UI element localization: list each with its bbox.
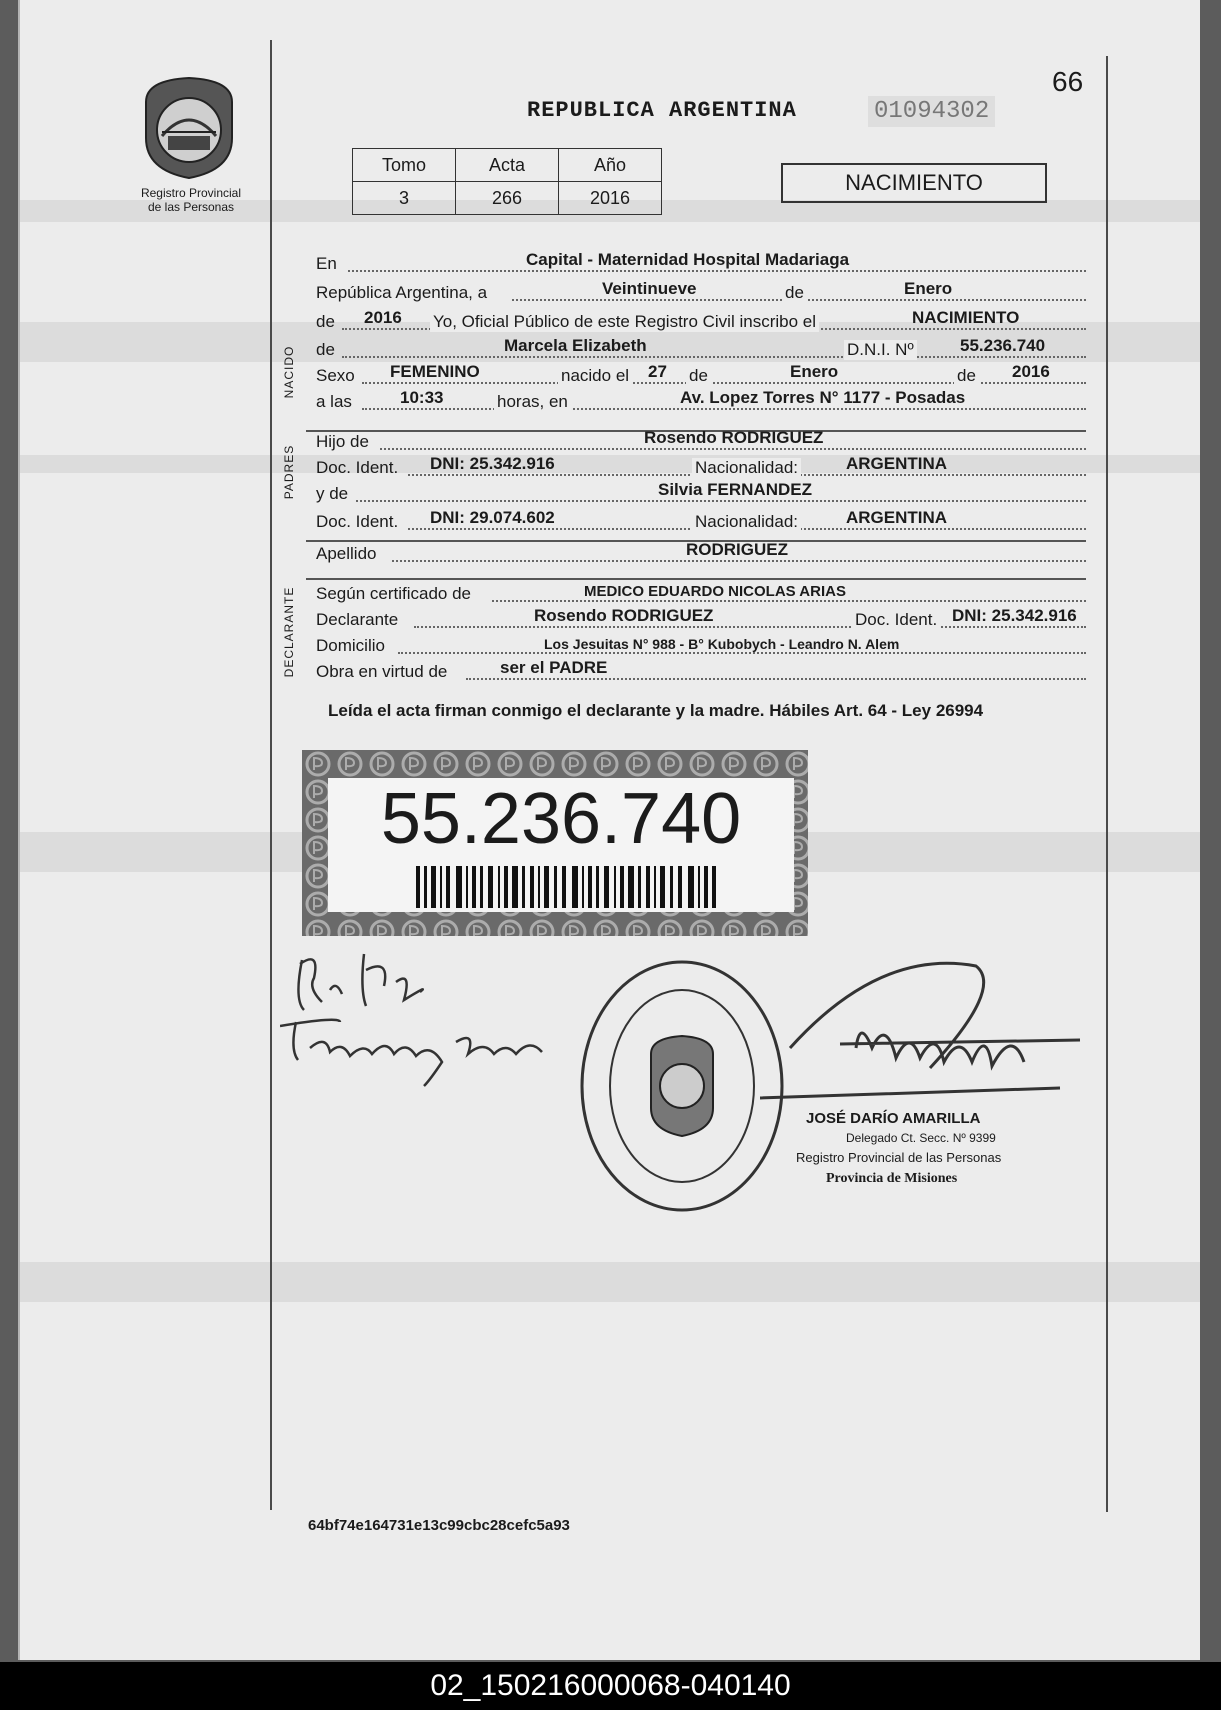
dni-big-number: 55.236.740 bbox=[380, 779, 742, 859]
reading-note: Leída el acta firman conmigo el declarante y la madre. Hábiles Art. 64 - Ley 26994 bbox=[328, 701, 984, 720]
father-name: Rosendo RODRIGUEZ bbox=[644, 428, 824, 447]
row-cert bbox=[316, 580, 1086, 606]
dni-sticker bbox=[302, 750, 808, 936]
official-stamp-icon bbox=[577, 958, 787, 1214]
label-sex: Sexo bbox=[316, 366, 355, 385]
official-name: JOSÉ DARÍO AMARILLA bbox=[806, 1110, 981, 1127]
document-hash: 64bf74e164731e13c99cbc28cefc5a93 bbox=[308, 1517, 570, 1534]
official-signature-icon bbox=[760, 958, 1100, 1118]
statement-value: NACIMIENTO bbox=[912, 308, 1020, 327]
page-title: REPUBLICA ARGENTINA bbox=[527, 98, 797, 123]
caption-line-2: de las Personas bbox=[147, 200, 235, 214]
label-country: República Argentina, a bbox=[316, 283, 488, 302]
value-acta: 266 bbox=[456, 182, 559, 215]
parent-signatures-icon bbox=[280, 930, 600, 1090]
label-mother-nat: Nacionalidad: bbox=[692, 512, 801, 532]
birth-day: 27 bbox=[648, 362, 667, 381]
label-declarant: Declarante bbox=[316, 610, 399, 629]
row-mother bbox=[316, 480, 1086, 506]
label-de: de bbox=[782, 283, 807, 303]
row-apellido bbox=[316, 540, 1086, 566]
row-nacido-time bbox=[316, 388, 1086, 414]
place-value: Capital - Maternidad Hospital Madariaga bbox=[526, 250, 850, 269]
label-de-year: de bbox=[316, 312, 335, 331]
label-dni: D.N.I. Nº bbox=[844, 340, 917, 360]
row-place bbox=[316, 250, 1086, 276]
child-sex: FEMENINO bbox=[390, 362, 480, 381]
declarant-name: Rosendo RODRIGUEZ bbox=[534, 606, 714, 625]
official-role: Delegado Ct. Secc. Nº 9399 bbox=[846, 1131, 996, 1145]
header-acta: Acta bbox=[456, 149, 559, 182]
label-father-doc: Doc. Ident. bbox=[316, 458, 399, 477]
dni-label bbox=[328, 778, 794, 912]
section-padres: PADRES bbox=[282, 444, 296, 500]
birth-year: 2016 bbox=[1012, 362, 1050, 381]
section-declarante: DECLARANTE bbox=[282, 586, 296, 678]
header-tomo: Tomo bbox=[353, 149, 456, 182]
label-birth-de: de bbox=[686, 366, 711, 386]
registry-caption bbox=[122, 186, 260, 214]
barcode-icon bbox=[416, 866, 716, 908]
mother-nationality: ARGENTINA bbox=[846, 508, 948, 527]
apellido-value: RODRIGUEZ bbox=[686, 540, 788, 559]
label-declarant-doc: Doc. Ident. bbox=[852, 610, 940, 630]
row-obra bbox=[316, 658, 1086, 684]
label-father-nat: Nacionalidad: bbox=[692, 458, 801, 478]
label-obra: Obra en virtud de bbox=[316, 662, 448, 681]
footer-filename: 02_150216000068-040140 bbox=[0, 1662, 1221, 1710]
row-statement bbox=[316, 308, 1086, 334]
label-born: nacido el bbox=[558, 366, 632, 386]
official-office: Registro Provincial de las Personas bbox=[796, 1150, 1002, 1165]
declarant-doc: DNI: 25.342.916 bbox=[952, 606, 1077, 625]
row-declarant bbox=[316, 606, 1086, 632]
row-domicile bbox=[316, 632, 1086, 658]
row-father-doc bbox=[316, 454, 1086, 480]
header-ano: Año bbox=[559, 149, 662, 182]
date-month: Enero bbox=[904, 279, 953, 298]
domicile-value: Los Jesuitas N° 988 - B° Kubobych - Leandro N. Alem bbox=[544, 636, 900, 652]
official-province: Provincia de Misiones bbox=[826, 1171, 958, 1186]
label-name-de: de bbox=[316, 340, 335, 359]
caption-line-1: Registro Provincial bbox=[140, 186, 242, 200]
row-nacido-name bbox=[316, 336, 1086, 362]
row-mother-doc bbox=[316, 508, 1086, 534]
father-doc: DNI: 25.342.916 bbox=[430, 454, 555, 473]
cert-value: MEDICO EDUARDO NICOLAS ARIAS bbox=[584, 583, 846, 600]
row-father bbox=[316, 428, 1086, 454]
province-seal-icon bbox=[140, 74, 238, 182]
serial-number: 01094302 bbox=[868, 96, 995, 127]
statement-text: Yo, Oficial Público de este Registro Civil inscribo el bbox=[430, 312, 819, 332]
father-nationality: ARGENTINA bbox=[846, 454, 948, 473]
page-number: 66 bbox=[1052, 66, 1084, 97]
row-nacido-sex bbox=[316, 362, 1086, 388]
label-hours: horas, en bbox=[494, 392, 571, 412]
child-name: Marcela Elizabeth bbox=[504, 336, 647, 355]
date-day: Veintinueve bbox=[602, 279, 697, 298]
label-mother-doc: Doc. Ident. bbox=[316, 512, 399, 531]
record-type-box: NACIMIENTO bbox=[781, 163, 1047, 203]
mother-name: Silvia FERNANDEZ bbox=[658, 480, 812, 499]
label-en: En bbox=[316, 254, 337, 273]
birth-time: 10:33 bbox=[400, 388, 444, 407]
child-dni: 55.236.740 bbox=[960, 336, 1046, 355]
date-year: 2016 bbox=[364, 308, 402, 327]
label-apellido: Apellido bbox=[316, 544, 377, 563]
value-ano: 2016 bbox=[559, 182, 662, 215]
label-hijo: Hijo de bbox=[316, 432, 369, 451]
left-margin-line bbox=[270, 40, 272, 1510]
record-table bbox=[352, 148, 662, 215]
label-cert: Según certificado de bbox=[316, 584, 471, 603]
row-date bbox=[316, 279, 1086, 305]
label-birth-de2: de bbox=[954, 366, 979, 386]
label-y-de: y de bbox=[316, 484, 349, 503]
mother-doc: DNI: 29.074.602 bbox=[430, 508, 555, 527]
value-tomo: 3 bbox=[353, 182, 456, 215]
birth-address: Av. Lopez Torres N° 1177 - Posadas bbox=[680, 388, 966, 407]
birth-month: Enero bbox=[790, 362, 839, 381]
section-nacido: NACIDO bbox=[282, 345, 296, 399]
label-time: a las bbox=[316, 392, 352, 411]
right-margin-line bbox=[1106, 56, 1108, 1512]
label-domicile: Domicilio bbox=[316, 636, 385, 655]
obra-value: ser el PADRE bbox=[500, 658, 608, 677]
